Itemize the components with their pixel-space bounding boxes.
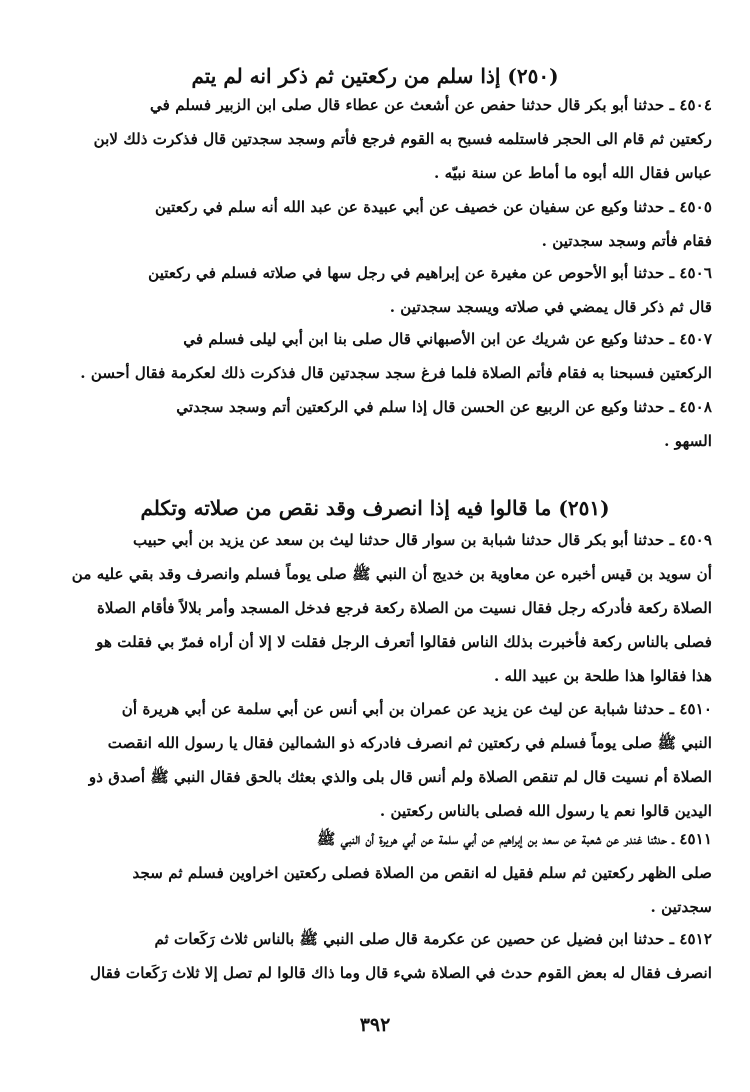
text-line: فصلى بالناس ركعة فأخبرت بذلك الناس فقالوا أتعرف الرجل فقلت لا إلا أن أراه فمرّ بي فقلت هو xyxy=(96,633,712,651)
text-line: قال ثم ذكر قال يمضي في صلاته ويسجد سجدتين . xyxy=(389,298,712,316)
text-line: ٤٥١٢ ـ حدثنا ابن فضيل عن حصين عن عكرمة قال صلى النبي ﷺ بالناس ثلاث رَكَعات ثم xyxy=(154,930,712,948)
page-number: ٣٩٢ xyxy=(359,1014,391,1036)
text-line: أن سويد بن قيس أخبره عن معاوية بن خديج أن النبي ﷺ صلى يوماً فسلم وانصرف وقد بقي عليه من xyxy=(71,565,712,583)
text-line: ٤٥٠٥ ـ حدثنا وكيع عن سفيان عن خصيف عن أبي عبيدة عن عبد الله أنه سلم في ركعتين xyxy=(154,198,712,216)
text-line: اليدين قالوا نعم يا رسول الله فصلى بالناس ركعتين . xyxy=(379,802,712,820)
text-line: الصلاة ركعة فأدركه رجل فقال نسيت من الصلاة ركعة فرجع فدخل المسجد وأمر بلالاً فأقام الصلاة xyxy=(96,599,712,617)
text-line: الركعتين فسبحنا به فقام فأتم الصلاة فلما فرغ سجد سجدتين قال فذكرت ذلك لعكرمة فقال أحسن . xyxy=(80,364,712,382)
text-line: ٤٥٠٩ ـ حدثنا أبو بكر قال حدثنا شبابة بن سوار قال حدثنا ليث بن سعد عن يزيد بن أبي حبيب xyxy=(132,531,712,549)
text-line: فقام فأتم وسجد سجدتين . xyxy=(541,232,712,250)
text-line: ركعتين ثم قام الى الحجر فاستلمه فسبح به القوم فرجع فأتم وسجد سجدتين قال فذكرت ذلك لابن xyxy=(93,130,712,148)
chapter-heading-251: (٢٥١) ما قالوا فيه إذا انصرف وقد نقص من صلاته وتكلم xyxy=(140,496,610,520)
hadith-4508 xyxy=(40,390,712,458)
hadith-4509 xyxy=(40,523,712,693)
hadith-4506 xyxy=(40,256,712,324)
hadith-4511 xyxy=(40,822,712,924)
hadith-4505 xyxy=(40,190,712,258)
text-line: هذا فقالوا هذا طلحة بن عبيد الله . xyxy=(493,667,712,685)
text-line: النبي ﷺ صلى يوماً فسلم في ركعتين ثم انصرف فادركه ذو الشمالين فقال يا رسول الله انقصت xyxy=(107,734,712,752)
text-line: ٤٥٠٧ ـ حدثنا وكيع عن شريك عن ابن الأصبهاني قال صلى بنا ابن أبي ليلى فسلم في xyxy=(183,330,712,348)
hadith-4504 xyxy=(40,88,712,190)
text-line: ٤٥١٠ ـ حدثنا شبابة عن ليث عن يزيد عن عمران بن أبي أنس عن أبي سلمة عن أبي هريرة أن xyxy=(121,700,712,718)
text-line: الصلاة أم نسيت قال لم تنقص الصلاة ولم أنس قال بلى والذي بعثك بالحق فقال النبي ﷺ أصدق ذو xyxy=(88,768,712,786)
text-line: سجدتين . xyxy=(650,898,712,916)
text-line: ٤٥٠٦ ـ حدثنا أبو الأحوص عن مغيرة عن إبراهيم في رجل سها في صلاته فسلم في ركعتين xyxy=(148,264,712,282)
chapter-heading-250: (٢٥٠) إذا سلم من ركعتين ثم ذكر انه لم يتم xyxy=(191,64,559,88)
text-line: السهو . xyxy=(664,432,712,450)
text-line: ٤٥١١ ـ حدثنا غندر عن شعبة عن سعد بن إبراهيم عن أبي سلمة عن أبي هريرة أن النبي ﷺ xyxy=(317,830,712,848)
text-line: صلى الظهر ركعتين ثم سلم فقيل له انقص من الصلاة فصلى ركعتين اخراوين فسلم ثم سجد xyxy=(132,864,712,882)
text-line: انصرف فقال له بعض القوم حدث في الصلاة شيء قال وما ذاك قالوا لم تصل إلا ثلاث رَكَعات فقال xyxy=(90,964,712,982)
text-line: ٤٥٠٤ ـ حدثنا أبو بكر قال حدثنا حفص عن أشعث عن عطاء قال صلى ابن الزبير فسلم في xyxy=(150,96,712,114)
text-line: ٤٥٠٨ ـ حدثنا وكيع عن الربيع عن الحسن قال إذا سلم في الركعتين أتم وسجد سجدتي xyxy=(176,398,712,416)
hadith-4507 xyxy=(40,322,712,390)
hadith-4510 xyxy=(40,692,712,828)
text-line: عباس فقال الله أبوه ما أماط عن سنة نبيّه . xyxy=(434,164,712,182)
hadith-4512 xyxy=(40,922,712,990)
